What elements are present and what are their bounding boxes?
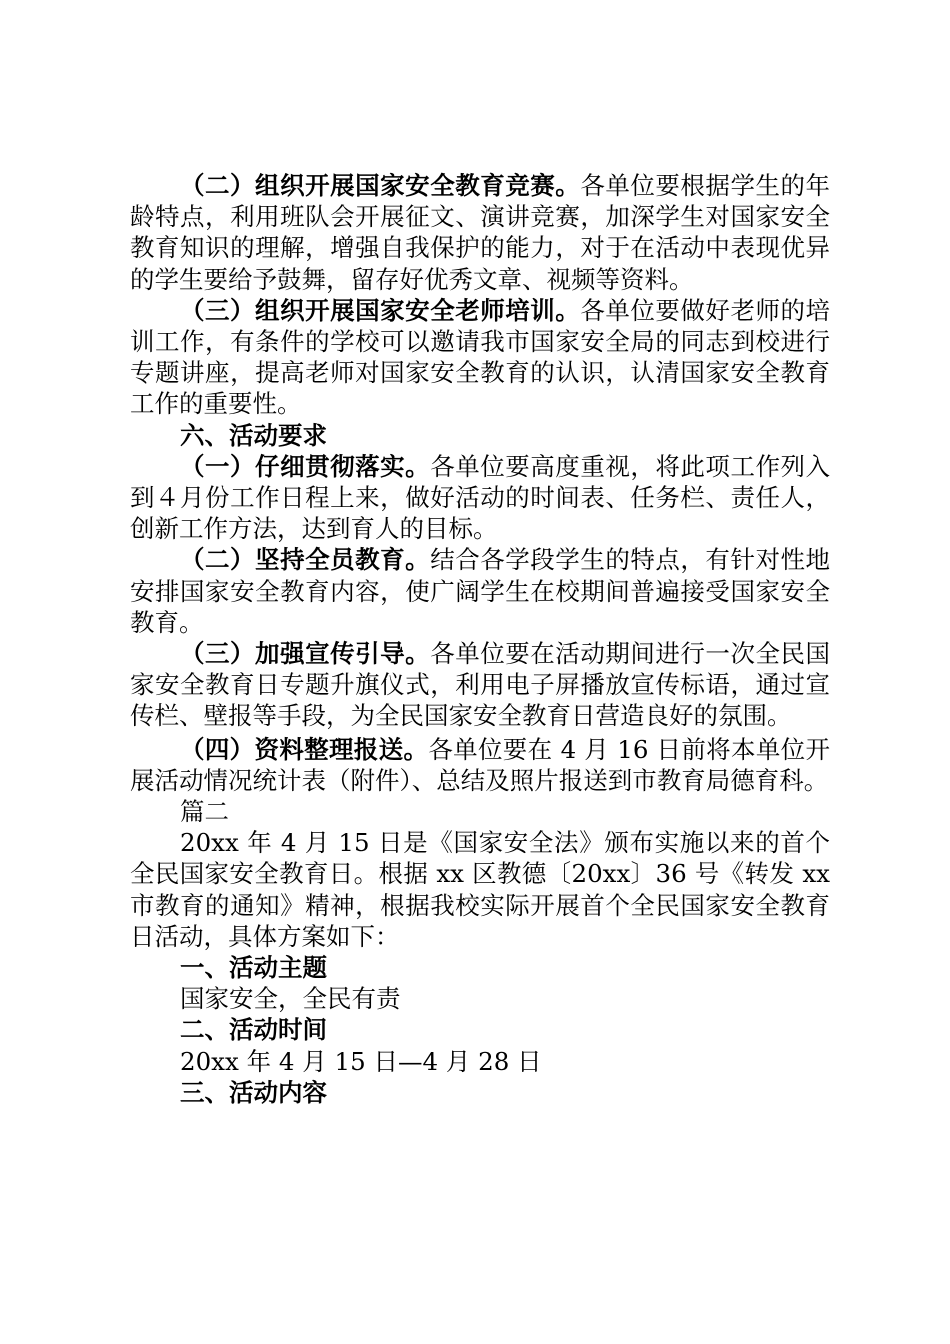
paragraph-all-staff-education (130, 544, 830, 638)
paragraph-teacher-training (130, 295, 830, 420)
section-heading-theme: 一、活动主题 (180, 953, 327, 983)
paragraph-body: 各单位要高度重视，将此项工作列入到４月份工作日程上来，做好活动的时间表、任务栏、责任人，创新工作方法，达到育人的目标。 (130, 451, 831, 544)
paragraph-body: 结合各学段学生的特点，有针对性地安排国家安全教育内容，使广阔学生在校期间普遍接受国家安全教育。 (130, 545, 831, 637)
paragraph-lead: （一）仔细贯彻落实。 (180, 451, 431, 481)
paragraph-body: 各单位要在 4 月 16 日前将本单位开展活动情况统计表（附件）、总结及照片报送到市教育局德育科。 (130, 734, 831, 795)
section-heading-requirements: 六、活动要求 (180, 420, 327, 450)
paragraph-body: 各单位要根据学生的年龄特点，利用班队会开展征文、演讲竞赛，加深学生对国家安全教育知识的理解，增强自我保护的能力，对于在活动中表现优异的学生要给予鼓舞，留存好优秀文章、视频等资料。 (130, 171, 831, 294)
time-text: 20xx 年 4 月 15 日—4 月 28 日 (180, 1046, 542, 1076)
paragraph-lead: （三）组织开展国家安全老师培训。 (180, 295, 581, 325)
paragraph-lead: （四）资料整理报送。 (180, 734, 429, 764)
paragraph-lead: （二）组织开展国家安全教育竞赛。 (180, 171, 581, 200)
paragraph-implementation (130, 451, 830, 545)
paragraph-competition (130, 170, 830, 295)
section-heading-content: 三、活动内容 (180, 1077, 327, 1107)
section-heading-time: 二、活动时间 (180, 1015, 327, 1045)
paragraph-lead: （二）坚持全员教育。 (180, 545, 431, 575)
paragraph-body: 各单位要做好老师的培训工作，有条件的学校可以邀请我市国家安全局的同志到校进行专题讲座，提高老师对国家安全教育的认识，认清国家安全教育工作的重要性。 (130, 295, 831, 419)
paragraph-materials (130, 734, 830, 796)
paragraph-lead: （三）加强宣传引导。 (180, 639, 431, 669)
theme-text: 国家安全，全民有责 (180, 984, 401, 1014)
paragraph-body: 各单位要在活动期间进行一次全民国家安全教育日专题升旗仪式，利用电子屏播放宣传标语，通过宣传栏、壁报等手段，为全民国家安全教育日营造良好的氛围。 (130, 639, 831, 731)
paragraph-introduction (130, 827, 830, 952)
paragraph-body: 20xx 年 4 月 15 日是《国家安全法》颁布实施以来的首个全民国家安全教育日。根据 xx 区教德〔20xx〕36 号《转发 xx 市教育的通知》精神，根据我校实际开展首个全民国家安全教育日活动，具体方案如下： (130, 828, 830, 951)
paragraph-publicity (130, 638, 830, 732)
part-two-label: 篇二 (180, 797, 229, 827)
document-page (130, 170, 830, 1108)
